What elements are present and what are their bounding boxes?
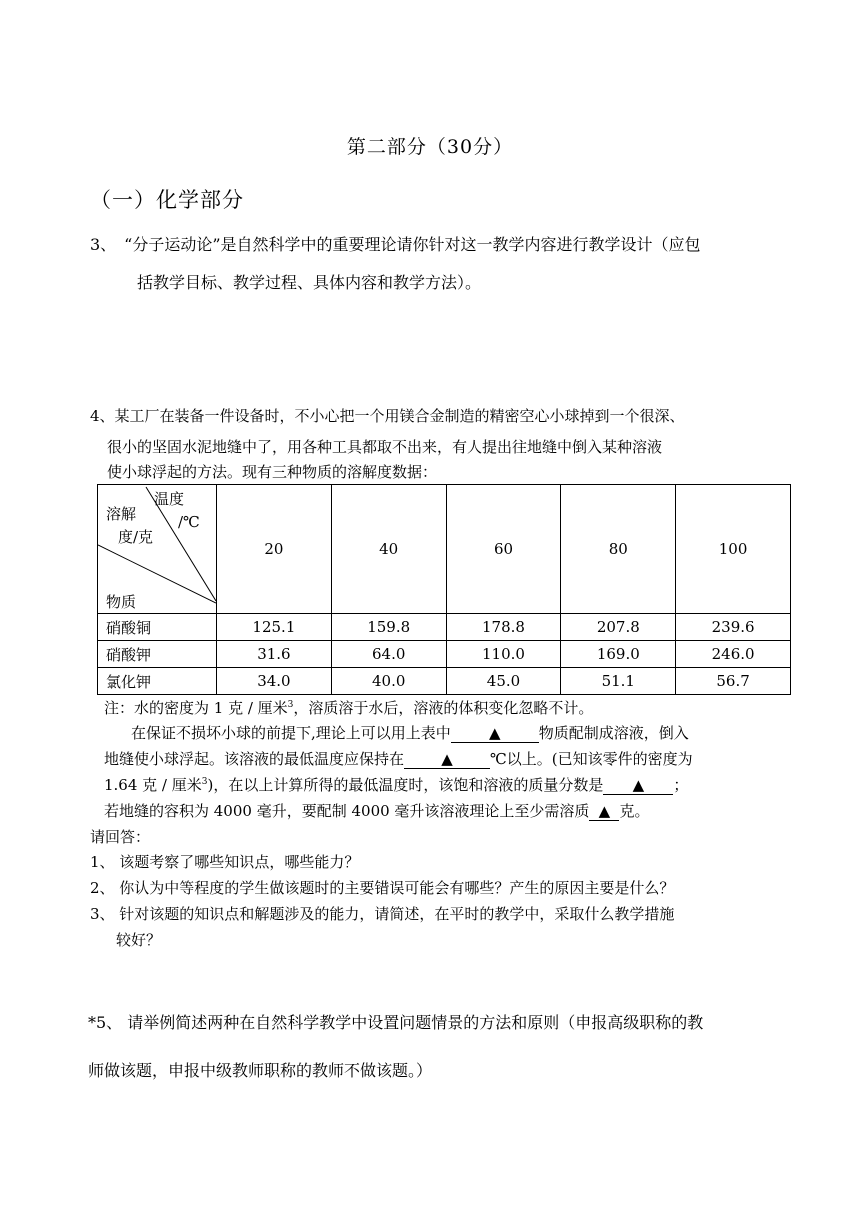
table-cell: 239.6: [676, 614, 791, 641]
q4-para1: 在保证不损坏小球的前提下,理论上可以用上表中 ▲ 物质配制成溶液，倒入: [131, 724, 689, 742]
q3-line1: 3、 “分子运动论”是自然科学中的重要理论请你针对这一教学内容进行教学设计（应包: [90, 235, 701, 254]
answer-blank-1[interactable]: ▲: [451, 725, 539, 743]
temp-header: 100: [676, 485, 791, 614]
table-cell: 169.0: [561, 641, 676, 668]
q4-line2: 很小的坚固水泥地缝中了，用各种工具都取不出来，有人提出往地缝中倒入某种溶液: [107, 438, 663, 456]
table-cell: 40.0: [331, 668, 446, 695]
answer-blank-2[interactable]: ▲: [404, 751, 490, 769]
solubility-table: [97, 484, 791, 695]
table-cell: 125.1: [217, 614, 332, 641]
table-cell: 56.7: [676, 668, 791, 695]
list-item-continued: 较好？: [116, 931, 162, 949]
list-item: 3、 针对该题的知识点和解题涉及的能力，请简述，在平时的教学中，采取什么教学措施: [90, 905, 675, 923]
q4-para3: 1.64 克 / 厘米$^3$)，在以上计算所得的最低温度时，该饱和溶液的质量分数是 ▲ ；: [104, 776, 689, 794]
table-cell: 159.8: [331, 614, 446, 641]
q4-para2: 地缝使小球浮起。该溶液的最低温度应保持在 ▲ ℃以上。(已知该零件的密度为: [104, 750, 693, 768]
q5-line2: 师做该题，申报中级教师职称的教师不做该题。）: [88, 1061, 433, 1080]
list-item: 1、 该题考察了哪些知识点，哪些能力？: [90, 853, 360, 871]
answer-blank-3[interactable]: ▲: [603, 777, 673, 795]
q3-line2: 括教学目标、教学过程、具体内容和教学方法）。: [137, 273, 482, 292]
table-row: [98, 614, 791, 641]
table-cell: 207.8: [561, 614, 676, 641]
header-solubility-unit: 度/克: [118, 528, 154, 546]
temp-header: 60: [446, 485, 561, 614]
table-cell: 31.6: [217, 641, 332, 668]
header-temp-label: 温度: [154, 490, 185, 508]
table-header-diagonal-cell: [98, 485, 217, 614]
page-title: 第二部分（30分）: [346, 136, 514, 158]
table-cell: 34.0: [217, 668, 332, 695]
temp-header: 20: [217, 485, 332, 614]
q5-line1: *5、 请举例简述两种在自然科学教学中设置问题情景的方法和原则（申报高级职称的教: [88, 1013, 704, 1032]
table-cell: 110.0: [446, 641, 561, 668]
substance-name: 硝酸铜: [98, 614, 217, 641]
q4-line1: 4、某工厂在装备一件设备时，不小心把一个用镁合金制造的精密空心小球掉到一个很深、: [90, 407, 685, 425]
table-cell: 45.0: [446, 668, 561, 695]
substance-name: 氯化钾: [98, 668, 217, 695]
temp-header: 80: [561, 485, 676, 614]
answer-blank-4[interactable]: ▲: [589, 803, 619, 821]
table-row: [98, 668, 791, 695]
substance-name: 硝酸钾: [98, 641, 217, 668]
table-row: [98, 641, 791, 668]
q4-line3: 使小球浮起的方法。现有三种物质的溶解度数据：: [107, 463, 438, 481]
table-cell: 51.1: [561, 668, 676, 695]
header-solubility-label: 溶解: [106, 505, 137, 523]
list-item: 2、 你认为中等程度的学生做该题时的主要错误可能会有哪些？产生的原因主要是什么？: [90, 879, 675, 897]
table-cell: 246.0: [676, 641, 791, 668]
table-cell: 178.8: [446, 614, 561, 641]
ask-label: 请回答：: [90, 828, 151, 846]
header-substance-label: 物质: [106, 593, 137, 611]
table-cell: 64.0: [331, 641, 446, 668]
q4-para4: 若地缝的容积为 4000 毫升，要配制 4000 毫升该溶液理论上至少需溶质 ▲ 克。: [104, 802, 650, 820]
section-heading: （一）化学部分: [90, 188, 244, 212]
table-note: 注：水的密度为 1 克 / 厘米$^3$，溶质溶于水后，溶液的体积变化忽略不计。: [104, 699, 594, 717]
header-unit-label: /℃: [178, 513, 200, 531]
temp-header: 40: [331, 485, 446, 614]
